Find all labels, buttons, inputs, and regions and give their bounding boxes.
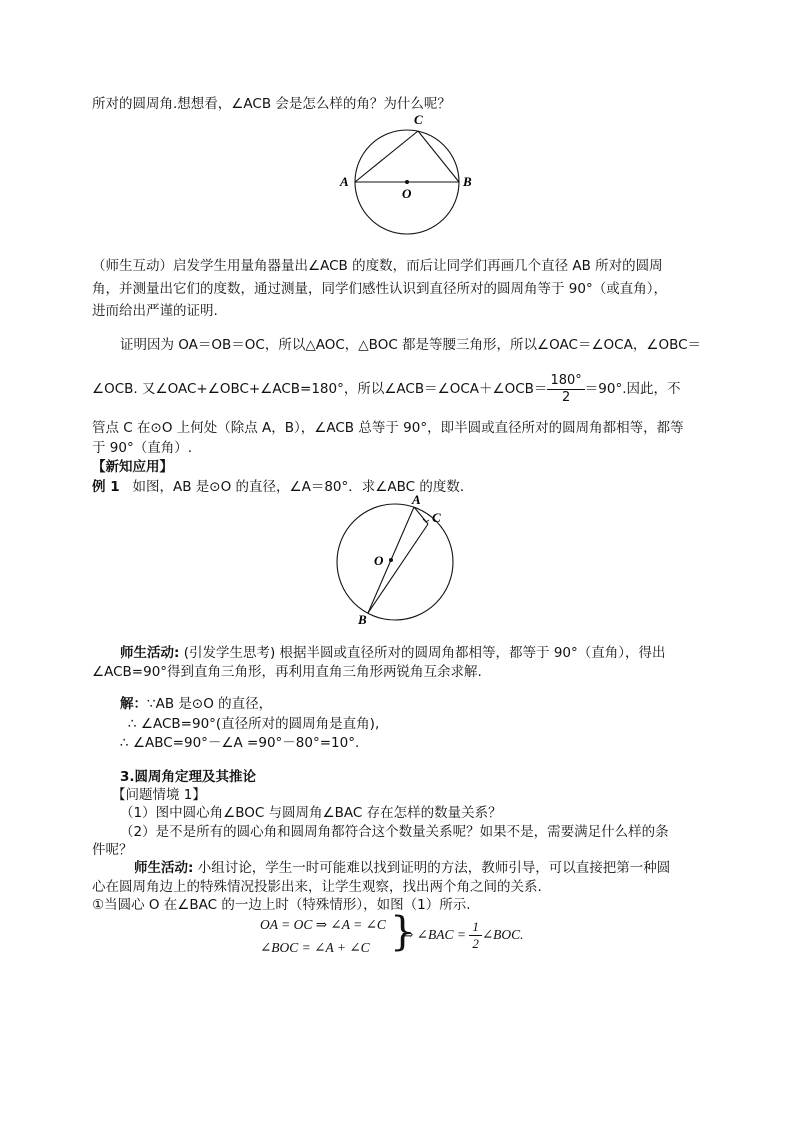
text-line: 所对的圆周角.想想看，∠ACB 会是怎么样的角？为什么呢？ xyxy=(92,96,451,112)
section-heading: 【新知应用】 xyxy=(92,459,173,475)
text-run: ∠BOC. xyxy=(481,927,524,942)
text-run: ⇒ ∠BAC = xyxy=(402,927,466,942)
text-line: （师生互动）启发学生用量角器量出∠ACB 的度数，而后让同学们再画几个直径 AB 所对的圆周 xyxy=(92,258,663,274)
text-line: 心在圆周角边上的特殊情况投影出来，让学生观察，找出两个角之间的关系. xyxy=(92,879,542,895)
equation-line: OA = OC ⇒ ∠A = ∠C xyxy=(260,917,386,932)
label-a: A xyxy=(412,492,421,507)
equation-line: ∠BOC = ∠A + ∠C xyxy=(260,940,370,955)
label-a: A xyxy=(340,174,349,189)
text-line: 【问题情境 1】 xyxy=(112,787,206,803)
text-line: 角，并测量出它们的度数，通过测量，同学们感性认识到直径所对的圆周角等于 90°（或直角）， xyxy=(92,281,667,297)
text-line: （1）图中圆心角∠BOC 与圆周角∠BAC 存在怎样的数量关系？ xyxy=(120,805,502,821)
example-label: 例 1 xyxy=(92,479,120,495)
solution-label: 解： xyxy=(120,696,147,712)
proof-line-fraction xyxy=(92,371,702,407)
label-c: C xyxy=(432,510,441,525)
figure-semicircle-angle xyxy=(330,110,480,236)
text-line: 件呢？ xyxy=(92,842,133,858)
fraction-numerator: 1 xyxy=(469,919,482,936)
activity-line xyxy=(120,643,730,663)
brace-symbol: } xyxy=(390,909,416,955)
label-o: O xyxy=(374,553,384,568)
solution-line xyxy=(120,694,730,714)
text-run: ∵AB 是⊙O 的直径， xyxy=(147,696,273,712)
text-line: （2）是不是所有的圆心角和圆周角都符合这个数量关系呢？如果不是，需要满足什么样的条 xyxy=(120,824,669,840)
text-line: 证明因为 OA＝OB＝OC，所以△AOC，△BOC 都是等腰三角形，所以∠OAC＝∠OCA，∠OBC＝ xyxy=(120,337,702,353)
label-b: B xyxy=(463,174,472,189)
label-b: B xyxy=(358,612,367,627)
fraction xyxy=(547,373,584,406)
text-line: ∴ ∠ABC=90°－∠A =90°－80°=10°. xyxy=(120,735,360,751)
section-heading: 3.圆周角定理及其推论 xyxy=(120,769,257,785)
label-c: C xyxy=(414,112,423,127)
activity-line xyxy=(134,858,744,878)
text-line: 管点 C 在⊙O 上何处（除点 A，B），∠ACB 总等于 90°，即半圆或直径所对的圆周角都相等，都等 xyxy=(92,420,684,436)
text-line: ∴ ∠ACB=90°(直径所对的圆周角是直角), xyxy=(128,716,380,732)
label-o: O xyxy=(402,186,412,201)
figure-diameter-circle xyxy=(330,492,460,628)
text-line: ①当圆心 O 在∠BAC 的一边上时（特殊情形），如图（1）所示. xyxy=(92,897,471,913)
text-run: 小组讨论，学生一时可能难以找到证明的方法，教师引导，可以直接把第一种圆 xyxy=(197,860,671,876)
fraction-denominator: 2 xyxy=(472,936,479,952)
text-run: 如图，AB 是⊙O 的直径，∠A＝80°．求∠ABC 的度数． xyxy=(132,479,474,495)
text-line: 进而给出严谨的证明. xyxy=(92,303,218,319)
activity-label: 师生活动: xyxy=(134,860,194,876)
fraction xyxy=(469,919,482,952)
text-run: (引发学生思考) 根据半圆或直径所对的圆周角都相等，都等于 90°（直角），得出 xyxy=(183,645,666,661)
text-run: ∠OCB. 又∠OAC+∠OBC+∠ACB=180°，所以∠ACB＝∠OCA＋∠OCB＝ xyxy=(92,381,548,397)
fraction-numerator: 180° xyxy=(547,373,584,390)
fraction-denominator: 2 xyxy=(561,389,571,405)
activity-label: 师生活动: xyxy=(120,645,180,661)
text-line: ∠ACB=90°得到直角三角形，再利用直角三角形两锐角互余求解. xyxy=(92,664,482,680)
equation-result xyxy=(402,917,794,953)
text-line: 于 90°（直角）. xyxy=(92,440,193,456)
text-run: ＝90°.因此，不 xyxy=(584,381,681,397)
